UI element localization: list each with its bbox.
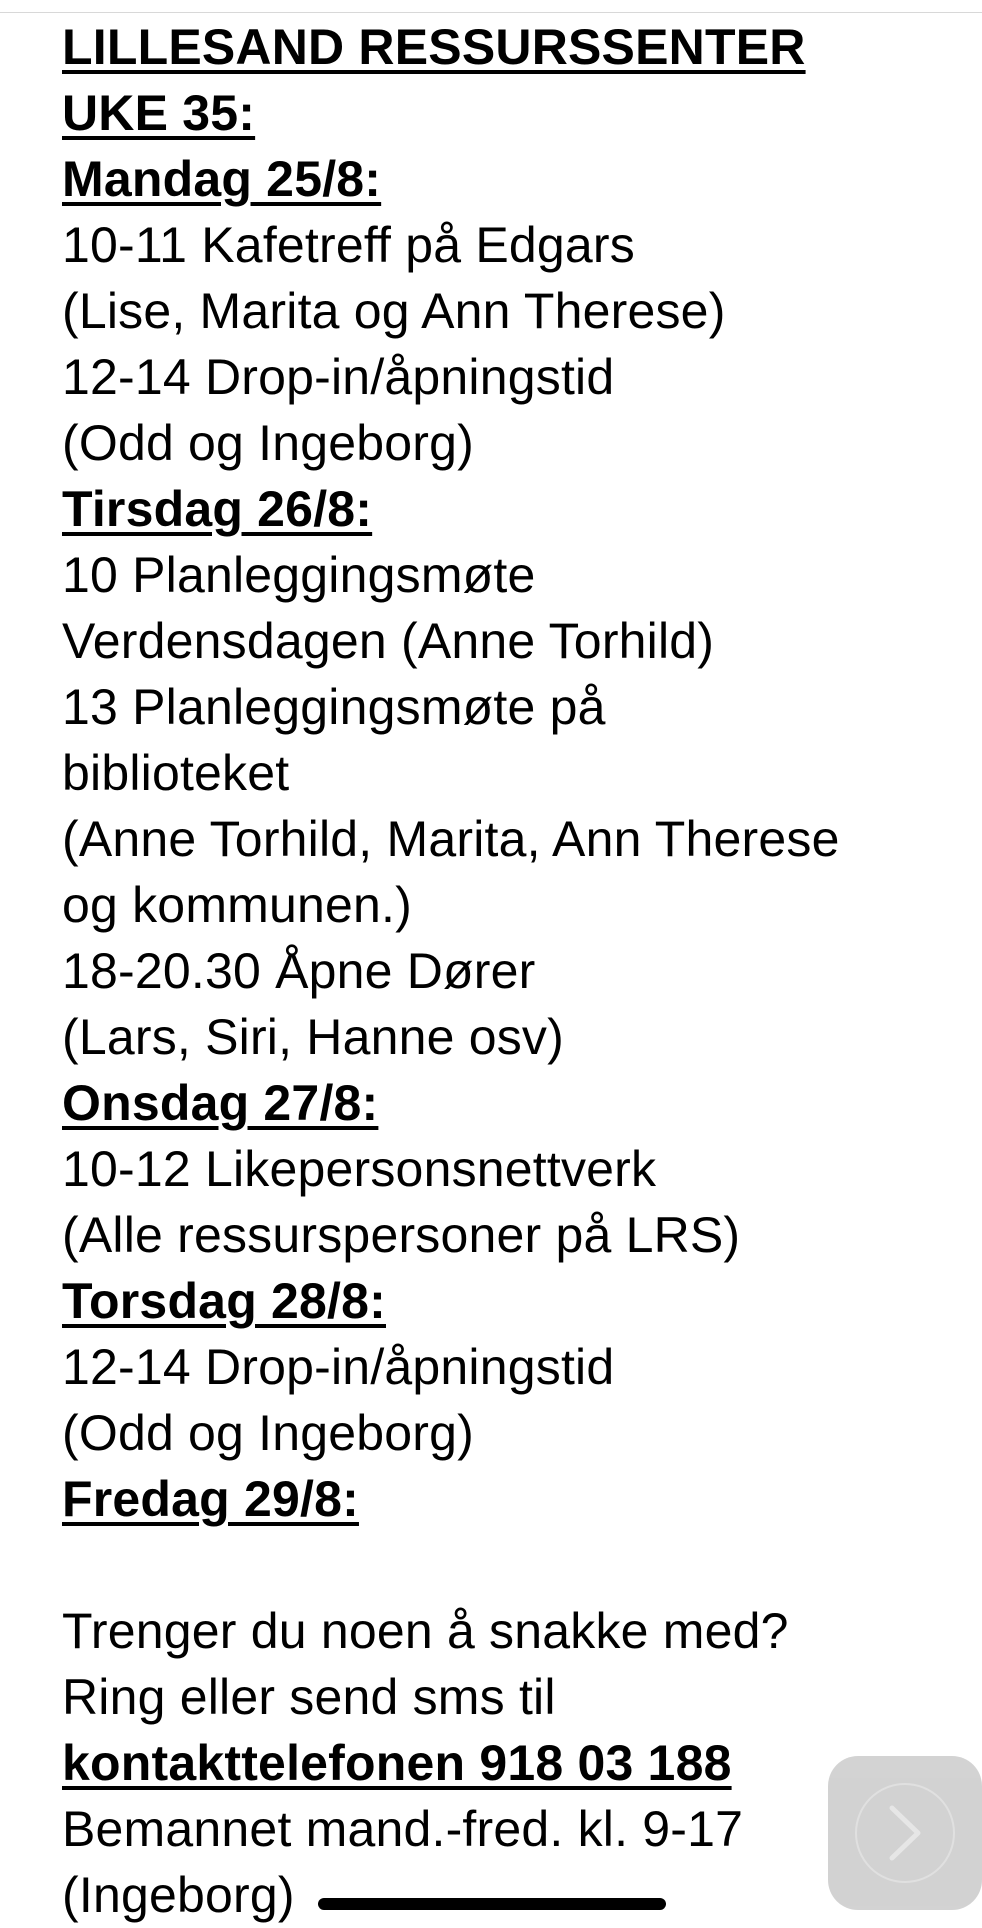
home-indicator[interactable] (318, 1898, 666, 1910)
week-title: UKE 35: (62, 85, 256, 141)
footer-line: (Ingeborg) (62, 1867, 295, 1923)
schedule-line: (Lars, Siri, Hanne osv) (62, 1009, 564, 1065)
schedule-line: Verdensdagen (Anne Torhild) (62, 613, 715, 669)
schedule-line: 12-14 Drop-in/åpningstid (62, 1339, 615, 1395)
chevron-right-icon (880, 1804, 930, 1862)
day-heading-onsdag: Onsdag 27/8: (62, 1075, 379, 1131)
day-heading-mandag: Mandag 25/8: (62, 151, 382, 207)
schedule-line: (Odd og Ingeborg) (62, 415, 474, 471)
contact-phone: kontakttelefonen 918 03 188 (62, 1735, 732, 1791)
footer-line: Ring eller send sms til (62, 1669, 556, 1725)
day-heading-torsdag: Torsdag 28/8: (62, 1273, 386, 1329)
schedule-line: (Alle ressurspersoner på LRS) (62, 1207, 741, 1263)
next-button[interactable] (828, 1756, 982, 1910)
schedule-line: 10 Planleggingsmøte (62, 547, 536, 603)
day-heading-tirsdag: Tirsdag 26/8: (62, 481, 373, 537)
schedule-line: 13 Planleggingsmøte på (62, 679, 606, 735)
schedule-line: 10-11 Kafetreff på Edgars (62, 217, 635, 273)
schedule-line: (Lise, Marita og Ann Therese) (62, 283, 726, 339)
schedule-line: 12-14 Drop-in/åpningstid (62, 349, 615, 405)
blank-line (62, 1532, 962, 1598)
schedule-line: (Odd og Ingeborg) (62, 1405, 474, 1461)
document-title: LILLESAND RESSURSSENTER (62, 19, 806, 75)
schedule-document (62, 14, 962, 1928)
top-edge (0, 0, 982, 13)
footer-line: Bemannet mand.-fred. kl. 9-17 (62, 1801, 744, 1857)
schedule-line: og kommunen.) (62, 877, 412, 933)
footer-line: Trenger du noen å snakke med? (62, 1603, 789, 1659)
schedule-line: 10-12 Likepersonsnettverk (62, 1141, 657, 1197)
schedule-line: (Anne Torhild, Marita, Ann Therese (62, 811, 840, 867)
schedule-line: 18-20.30 Åpne Dører (62, 943, 536, 999)
day-heading-fredag: Fredag 29/8: (62, 1471, 359, 1527)
schedule-line: biblioteket (62, 745, 290, 801)
